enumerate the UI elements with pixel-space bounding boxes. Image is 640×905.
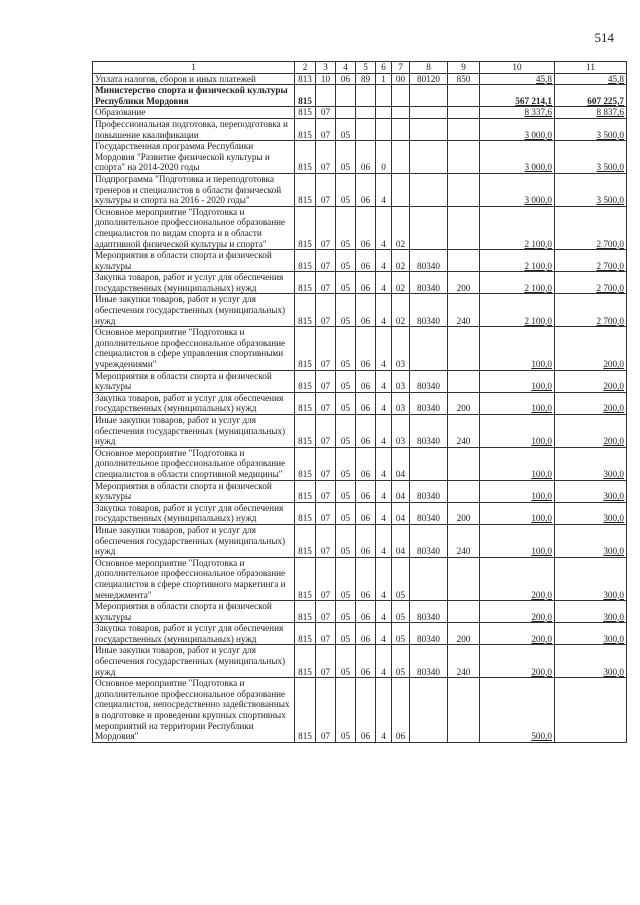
- program-code-cell: 06: [356, 141, 376, 174]
- direction-code-cell: 80340: [410, 623, 448, 645]
- amount-year1-cell: 100,0: [480, 415, 555, 448]
- table-row: [93, 392, 627, 414]
- ministry-code-cell: 815: [295, 557, 316, 600]
- page-number: 514: [594, 30, 614, 45]
- subsection-code-cell: 06: [336, 73, 356, 85]
- activity-code-cell: [392, 85, 410, 107]
- ministry-code-cell: 815: [295, 678, 316, 743]
- section-code-cell: 07: [316, 502, 336, 524]
- subsection-code-cell: 05: [336, 480, 356, 502]
- row-name-cell: Мероприятия в области спорта и физической культуры: [93, 250, 295, 272]
- amount-year2-cell: 300,0: [555, 480, 627, 502]
- subprogram-code-cell: 4: [376, 370, 392, 392]
- amount-year2-cell: 45,8: [555, 73, 627, 85]
- ministry-code-cell: 815: [295, 118, 316, 140]
- program-code-cell: 06: [356, 645, 376, 678]
- direction-code-cell: 80340: [410, 294, 448, 327]
- amount-year2-cell: 2 700,0: [555, 272, 627, 294]
- ministry-code-cell: 815: [295, 250, 316, 272]
- activity-code-cell: 00: [392, 73, 410, 85]
- column-header: 7: [392, 62, 410, 74]
- program-code-cell: 06: [356, 392, 376, 414]
- direction-code-cell: 80340: [410, 502, 448, 524]
- table-row: [93, 502, 627, 524]
- amount-year1-cell: 100,0: [480, 480, 555, 502]
- activity-code-cell: [392, 173, 410, 206]
- subsection-code-cell: 05: [336, 272, 356, 294]
- section-code-cell: 07: [316, 557, 336, 600]
- amount-year2-cell: 8 837,6: [555, 107, 627, 119]
- ministry-code-cell: 815: [295, 524, 316, 557]
- section-code-cell: 07: [316, 118, 336, 140]
- section-code-cell: 07: [316, 250, 336, 272]
- subsection-code-cell: [336, 85, 356, 107]
- ministry-code-cell: 815: [295, 107, 316, 119]
- subprogram-code-cell: 4: [376, 272, 392, 294]
- direction-code-cell: [410, 557, 448, 600]
- column-header: 2: [295, 62, 316, 74]
- ministry-code-cell: 815: [295, 327, 316, 370]
- direction-code-cell: 80340: [410, 415, 448, 448]
- table-row: [93, 272, 627, 294]
- expense-type-cell: [448, 85, 480, 107]
- row-name-cell: Основное мероприятие "Подготовка и дополнительное профессиональное образование специалистов в сфере управления спортивными учреждениями": [93, 327, 295, 370]
- section-code-cell: 07: [316, 678, 336, 743]
- subprogram-code-cell: 4: [376, 645, 392, 678]
- activity-code-cell: 02: [392, 206, 410, 249]
- subsection-code-cell: 05: [336, 678, 356, 743]
- amount-year1-cell: 3 000,0: [480, 118, 555, 140]
- program-code-cell: 06: [356, 173, 376, 206]
- activity-code-cell: 02: [392, 272, 410, 294]
- ministry-code-cell: 815: [295, 173, 316, 206]
- budget-table: [92, 61, 627, 743]
- table-row: [93, 173, 627, 206]
- amount-year2-cell: 3 500,0: [555, 141, 627, 174]
- section-code-cell: [316, 85, 336, 107]
- table-row: [93, 118, 627, 140]
- program-code-cell: 06: [356, 250, 376, 272]
- expense-type-cell: [448, 480, 480, 502]
- amount-year2-cell: 200,0: [555, 370, 627, 392]
- ministry-code-cell: 815: [295, 85, 316, 107]
- subprogram-code-cell: 4: [376, 327, 392, 370]
- amount-year2-cell: 3 500,0: [555, 173, 627, 206]
- subsection-code-cell: [336, 107, 356, 119]
- section-code-cell: 07: [316, 173, 336, 206]
- row-name-cell: Основное мероприятие "Подготовка и дополнительное профессиональное образование специалистов в сфере спортивного маркетинга и менеджмента": [93, 557, 295, 600]
- activity-code-cell: 04: [392, 447, 410, 480]
- subprogram-code-cell: 1: [376, 73, 392, 85]
- subprogram-code-cell: [376, 107, 392, 119]
- amount-year1-cell: 200,0: [480, 557, 555, 600]
- row-name-cell: Государственная программа Республики Мордовия "Развитие физической культуры и спорта" на 2014-2020 годы: [93, 141, 295, 174]
- amount-year1-cell: 100,0: [480, 392, 555, 414]
- column-header: 1: [93, 62, 295, 74]
- table-row: [93, 327, 627, 370]
- direction-code-cell: [410, 678, 448, 743]
- activity-code-cell: 05: [392, 623, 410, 645]
- subsection-code-cell: 05: [336, 502, 356, 524]
- subsection-code-cell: 05: [336, 294, 356, 327]
- subsection-code-cell: 05: [336, 370, 356, 392]
- amount-year1-cell: 500,0: [480, 678, 555, 743]
- column-header: 6: [376, 62, 392, 74]
- section-code-cell: 10: [316, 73, 336, 85]
- program-code-cell: 06: [356, 524, 376, 557]
- subsection-code-cell: 05: [336, 415, 356, 448]
- row-name-cell: Иные закупки товаров, работ и услуг для обеспечения государственных (муниципальных) нужд: [93, 645, 295, 678]
- amount-year2-cell: [555, 678, 627, 743]
- subprogram-code-cell: 4: [376, 678, 392, 743]
- section-code-cell: 07: [316, 447, 336, 480]
- column-header: 8: [410, 62, 448, 74]
- section-code-cell: 07: [316, 206, 336, 249]
- direction-code-cell: [410, 447, 448, 480]
- direction-code-cell: [410, 327, 448, 370]
- column-header: 4: [336, 62, 356, 74]
- amount-year1-cell: 100,0: [480, 524, 555, 557]
- section-code-cell: 07: [316, 524, 336, 557]
- activity-code-cell: 03: [392, 415, 410, 448]
- row-name-cell: Мероприятия в области спорта и физической культуры: [93, 601, 295, 623]
- subsection-code-cell: 05: [336, 557, 356, 600]
- amount-year2-cell: 607 225,7: [555, 85, 627, 107]
- activity-code-cell: 02: [392, 294, 410, 327]
- expense-type-cell: [448, 118, 480, 140]
- expense-type-cell: 240: [448, 294, 480, 327]
- subprogram-code-cell: 4: [376, 447, 392, 480]
- row-name-cell: Основное мероприятие "Подготовка и дополнительное профессиональное образование специалистов по видам спорта и в области адаптивной физической культуры и спорта": [93, 206, 295, 249]
- subprogram-code-cell: 4: [376, 415, 392, 448]
- direction-code-cell: 80340: [410, 250, 448, 272]
- ministry-code-cell: 815: [295, 415, 316, 448]
- subsection-code-cell: 05: [336, 392, 356, 414]
- activity-code-cell: 06: [392, 678, 410, 743]
- expense-type-cell: [448, 557, 480, 600]
- subsection-code-cell: 05: [336, 118, 356, 140]
- subsection-code-cell: 05: [336, 447, 356, 480]
- direction-code-cell: 80340: [410, 480, 448, 502]
- expense-type-cell: [448, 206, 480, 249]
- amount-year1-cell: 100,0: [480, 370, 555, 392]
- row-name-cell: Закупка товаров, работ и услуг для обеспечения государственных (муниципальных) нужд: [93, 392, 295, 414]
- table-body: [93, 73, 627, 742]
- direction-code-cell: [410, 85, 448, 107]
- column-header: 3: [316, 62, 336, 74]
- table-row: [93, 141, 627, 174]
- row-name-cell: Основное мероприятие "Подготовка и дополнительное профессиональное образование специалистов, непосредственно задействованных в подготовке и проведении крупных спортивных мероприятий на территории Республики Мордовия": [93, 678, 295, 743]
- direction-code-cell: [410, 141, 448, 174]
- amount-year2-cell: 200,0: [555, 327, 627, 370]
- section-code-cell: 07: [316, 294, 336, 327]
- table-row: [93, 107, 627, 119]
- direction-code-cell: [410, 173, 448, 206]
- row-name-cell: Иные закупки товаров, работ и услуг для обеспечения государственных (муниципальных) нужд: [93, 415, 295, 448]
- expense-type-cell: 240: [448, 415, 480, 448]
- expense-type-cell: 240: [448, 645, 480, 678]
- row-name-cell: Мероприятия в области спорта и физической культуры: [93, 480, 295, 502]
- expense-type-cell: [448, 107, 480, 119]
- ministry-code-cell: 815: [295, 623, 316, 645]
- program-code-cell: 06: [356, 272, 376, 294]
- subsection-code-cell: 05: [336, 623, 356, 645]
- table-row: [93, 645, 627, 678]
- amount-year2-cell: 300,0: [555, 524, 627, 557]
- row-name-cell: Иные закупки товаров, работ и услуг для обеспечения государственных (муниципальных) нужд: [93, 294, 295, 327]
- subprogram-code-cell: 0: [376, 141, 392, 174]
- expense-type-cell: [448, 250, 480, 272]
- expense-type-cell: 200: [448, 272, 480, 294]
- section-code-cell: 07: [316, 370, 336, 392]
- program-code-cell: 06: [356, 206, 376, 249]
- program-code-cell: [356, 107, 376, 119]
- subsection-code-cell: 05: [336, 601, 356, 623]
- table-row: [93, 480, 627, 502]
- amount-year1-cell: 8 337,6: [480, 107, 555, 119]
- expense-type-cell: 200: [448, 623, 480, 645]
- amount-year2-cell: 300,0: [555, 557, 627, 600]
- ministry-code-cell: 815: [295, 645, 316, 678]
- amount-year2-cell: 200,0: [555, 392, 627, 414]
- expense-type-cell: [448, 447, 480, 480]
- subsection-code-cell: 05: [336, 250, 356, 272]
- subprogram-code-cell: 4: [376, 524, 392, 557]
- amount-year1-cell: 100,0: [480, 502, 555, 524]
- direction-code-cell: 80340: [410, 272, 448, 294]
- activity-code-cell: 02: [392, 250, 410, 272]
- program-code-cell: 06: [356, 601, 376, 623]
- amount-year1-cell: 200,0: [480, 645, 555, 678]
- column-header: 5: [356, 62, 376, 74]
- ministry-code-cell: 815: [295, 370, 316, 392]
- table-row: [93, 623, 627, 645]
- table-row: [93, 370, 627, 392]
- subprogram-code-cell: 4: [376, 502, 392, 524]
- section-code-cell: 07: [316, 107, 336, 119]
- amount-year1-cell: 2 100,0: [480, 250, 555, 272]
- amount-year2-cell: 2 700,0: [555, 250, 627, 272]
- subprogram-code-cell: 4: [376, 206, 392, 249]
- section-code-cell: 07: [316, 327, 336, 370]
- program-code-cell: 06: [356, 370, 376, 392]
- row-name-cell: Мероприятия в области спорта и физической культуры: [93, 370, 295, 392]
- amount-year2-cell: 200,0: [555, 415, 627, 448]
- ministry-code-cell: 815: [295, 141, 316, 174]
- amount-year1-cell: 3 000,0: [480, 141, 555, 174]
- subsection-code-cell: 05: [336, 524, 356, 557]
- section-code-cell: 07: [316, 480, 336, 502]
- row-name-cell: Закупка товаров, работ и услуг для обеспечения государственных (муниципальных) нужд: [93, 502, 295, 524]
- subsection-code-cell: 05: [336, 173, 356, 206]
- subprogram-code-cell: [376, 85, 392, 107]
- direction-code-cell: 80340: [410, 392, 448, 414]
- subsection-code-cell: 05: [336, 206, 356, 249]
- column-header: 10: [480, 62, 555, 74]
- program-code-cell: 06: [356, 480, 376, 502]
- table-row: [93, 85, 627, 107]
- amount-year2-cell: 2 700,0: [555, 206, 627, 249]
- activity-code-cell: 05: [392, 557, 410, 600]
- amount-year1-cell: 100,0: [480, 327, 555, 370]
- table-row: [93, 601, 627, 623]
- direction-code-cell: 80340: [410, 601, 448, 623]
- section-code-cell: 07: [316, 141, 336, 174]
- subprogram-code-cell: [376, 118, 392, 140]
- expense-type-cell: [448, 173, 480, 206]
- direction-code-cell: 80120: [410, 73, 448, 85]
- table-row: [93, 250, 627, 272]
- expense-type-cell: [448, 327, 480, 370]
- table-row: [93, 524, 627, 557]
- section-code-cell: 07: [316, 601, 336, 623]
- table-row: [93, 73, 627, 85]
- subprogram-code-cell: 4: [376, 250, 392, 272]
- direction-code-cell: 80340: [410, 524, 448, 557]
- row-name-cell: Закупка товаров, работ и услуг для обеспечения государственных (муниципальных) нужд: [93, 623, 295, 645]
- ministry-code-cell: 813: [295, 73, 316, 85]
- ministry-code-cell: 815: [295, 447, 316, 480]
- direction-code-cell: 80340: [410, 645, 448, 678]
- direction-code-cell: [410, 118, 448, 140]
- amount-year1-cell: 2 100,0: [480, 294, 555, 327]
- amount-year2-cell: 300,0: [555, 447, 627, 480]
- column-header: 9: [448, 62, 480, 74]
- section-code-cell: 07: [316, 392, 336, 414]
- row-name-cell: Иные закупки товаров, работ и услуг для обеспечения государственных (муниципальных) нужд: [93, 524, 295, 557]
- activity-code-cell: 05: [392, 645, 410, 678]
- program-code-cell: 89: [356, 73, 376, 85]
- subprogram-code-cell: 4: [376, 557, 392, 600]
- direction-code-cell: [410, 206, 448, 249]
- direction-code-cell: 80340: [410, 370, 448, 392]
- amount-year2-cell: 3 500,0: [555, 118, 627, 140]
- activity-code-cell: 05: [392, 601, 410, 623]
- subsection-code-cell: 05: [336, 327, 356, 370]
- section-code-cell: 07: [316, 272, 336, 294]
- section-code-cell: 07: [316, 645, 336, 678]
- amount-year1-cell: 3 000,0: [480, 173, 555, 206]
- table-header-row: [93, 62, 627, 74]
- activity-code-cell: [392, 118, 410, 140]
- expense-type-cell: 240: [448, 524, 480, 557]
- table-row: [93, 206, 627, 249]
- amount-year1-cell: 100,0: [480, 447, 555, 480]
- program-code-cell: 06: [356, 557, 376, 600]
- program-code-cell: 06: [356, 327, 376, 370]
- ministry-code-cell: 815: [295, 392, 316, 414]
- row-name-cell: Профессиональная подготовка, переподготовка и повышение квалификации: [93, 118, 295, 140]
- table-row: [93, 447, 627, 480]
- expense-type-cell: 200: [448, 392, 480, 414]
- amount-year2-cell: 2 700,0: [555, 294, 627, 327]
- row-name-cell: Основное мероприятие "Подготовка и дополнительное профессиональное образование специалистов в области спортивной медицины": [93, 447, 295, 480]
- amount-year1-cell: 2 100,0: [480, 272, 555, 294]
- activity-code-cell: 03: [392, 370, 410, 392]
- expense-type-cell: [448, 141, 480, 174]
- section-code-cell: 07: [316, 623, 336, 645]
- row-name-cell: Образование: [93, 107, 295, 119]
- activity-code-cell: 03: [392, 392, 410, 414]
- expense-type-cell: [448, 370, 480, 392]
- amount-year1-cell: 200,0: [480, 623, 555, 645]
- row-name-cell: Министерство спорта и физической культуры Республики Мордовия: [93, 85, 295, 107]
- subprogram-code-cell: 4: [376, 173, 392, 206]
- row-name-cell: Закупка товаров, работ и услуг для обеспечения государственных (муниципальных) нужд: [93, 272, 295, 294]
- amount-year2-cell: 300,0: [555, 601, 627, 623]
- amount-year2-cell: 300,0: [555, 645, 627, 678]
- column-header: 11: [555, 62, 627, 74]
- ministry-code-cell: 815: [295, 601, 316, 623]
- program-code-cell: 06: [356, 502, 376, 524]
- activity-code-cell: [392, 141, 410, 174]
- table-row: [93, 294, 627, 327]
- expense-type-cell: 200: [448, 502, 480, 524]
- amount-year1-cell: 45,8: [480, 73, 555, 85]
- subprogram-code-cell: 4: [376, 294, 392, 327]
- amount-year2-cell: 300,0: [555, 623, 627, 645]
- program-code-cell: 06: [356, 415, 376, 448]
- subprogram-code-cell: 4: [376, 392, 392, 414]
- expense-type-cell: 850: [448, 73, 480, 85]
- direction-code-cell: [410, 107, 448, 119]
- amount-year2-cell: 300,0: [555, 502, 627, 524]
- section-code-cell: 07: [316, 415, 336, 448]
- program-code-cell: 06: [356, 447, 376, 480]
- amount-year1-cell: 567 214,1: [480, 85, 555, 107]
- activity-code-cell: 03: [392, 327, 410, 370]
- program-code-cell: [356, 85, 376, 107]
- table-row: [93, 678, 627, 743]
- ministry-code-cell: 815: [295, 502, 316, 524]
- program-code-cell: 06: [356, 294, 376, 327]
- program-code-cell: [356, 118, 376, 140]
- table-row: [93, 557, 627, 600]
- subprogram-code-cell: 4: [376, 601, 392, 623]
- amount-year1-cell: 2 100,0: [480, 206, 555, 249]
- row-name-cell: Подпрограмма "Подготовка и переподготовка тренеров и специалистов в области физической культуры и спорта на 2016 - 2020 годы": [93, 173, 295, 206]
- row-name-cell: Уплата налогов, сборов и иных платежей: [93, 73, 295, 85]
- ministry-code-cell: 815: [295, 206, 316, 249]
- ministry-code-cell: 815: [295, 294, 316, 327]
- subsection-code-cell: 05: [336, 141, 356, 174]
- expense-type-cell: [448, 601, 480, 623]
- activity-code-cell: 04: [392, 502, 410, 524]
- amount-year1-cell: 200,0: [480, 601, 555, 623]
- subprogram-code-cell: 4: [376, 480, 392, 502]
- activity-code-cell: 04: [392, 480, 410, 502]
- program-code-cell: 06: [356, 678, 376, 743]
- subprogram-code-cell: 4: [376, 623, 392, 645]
- ministry-code-cell: 815: [295, 272, 316, 294]
- ministry-code-cell: 815: [295, 480, 316, 502]
- program-code-cell: 06: [356, 623, 376, 645]
- expense-type-cell: [448, 678, 480, 743]
- table-row: [93, 415, 627, 448]
- subsection-code-cell: 05: [336, 645, 356, 678]
- activity-code-cell: 04: [392, 524, 410, 557]
- activity-code-cell: [392, 107, 410, 119]
